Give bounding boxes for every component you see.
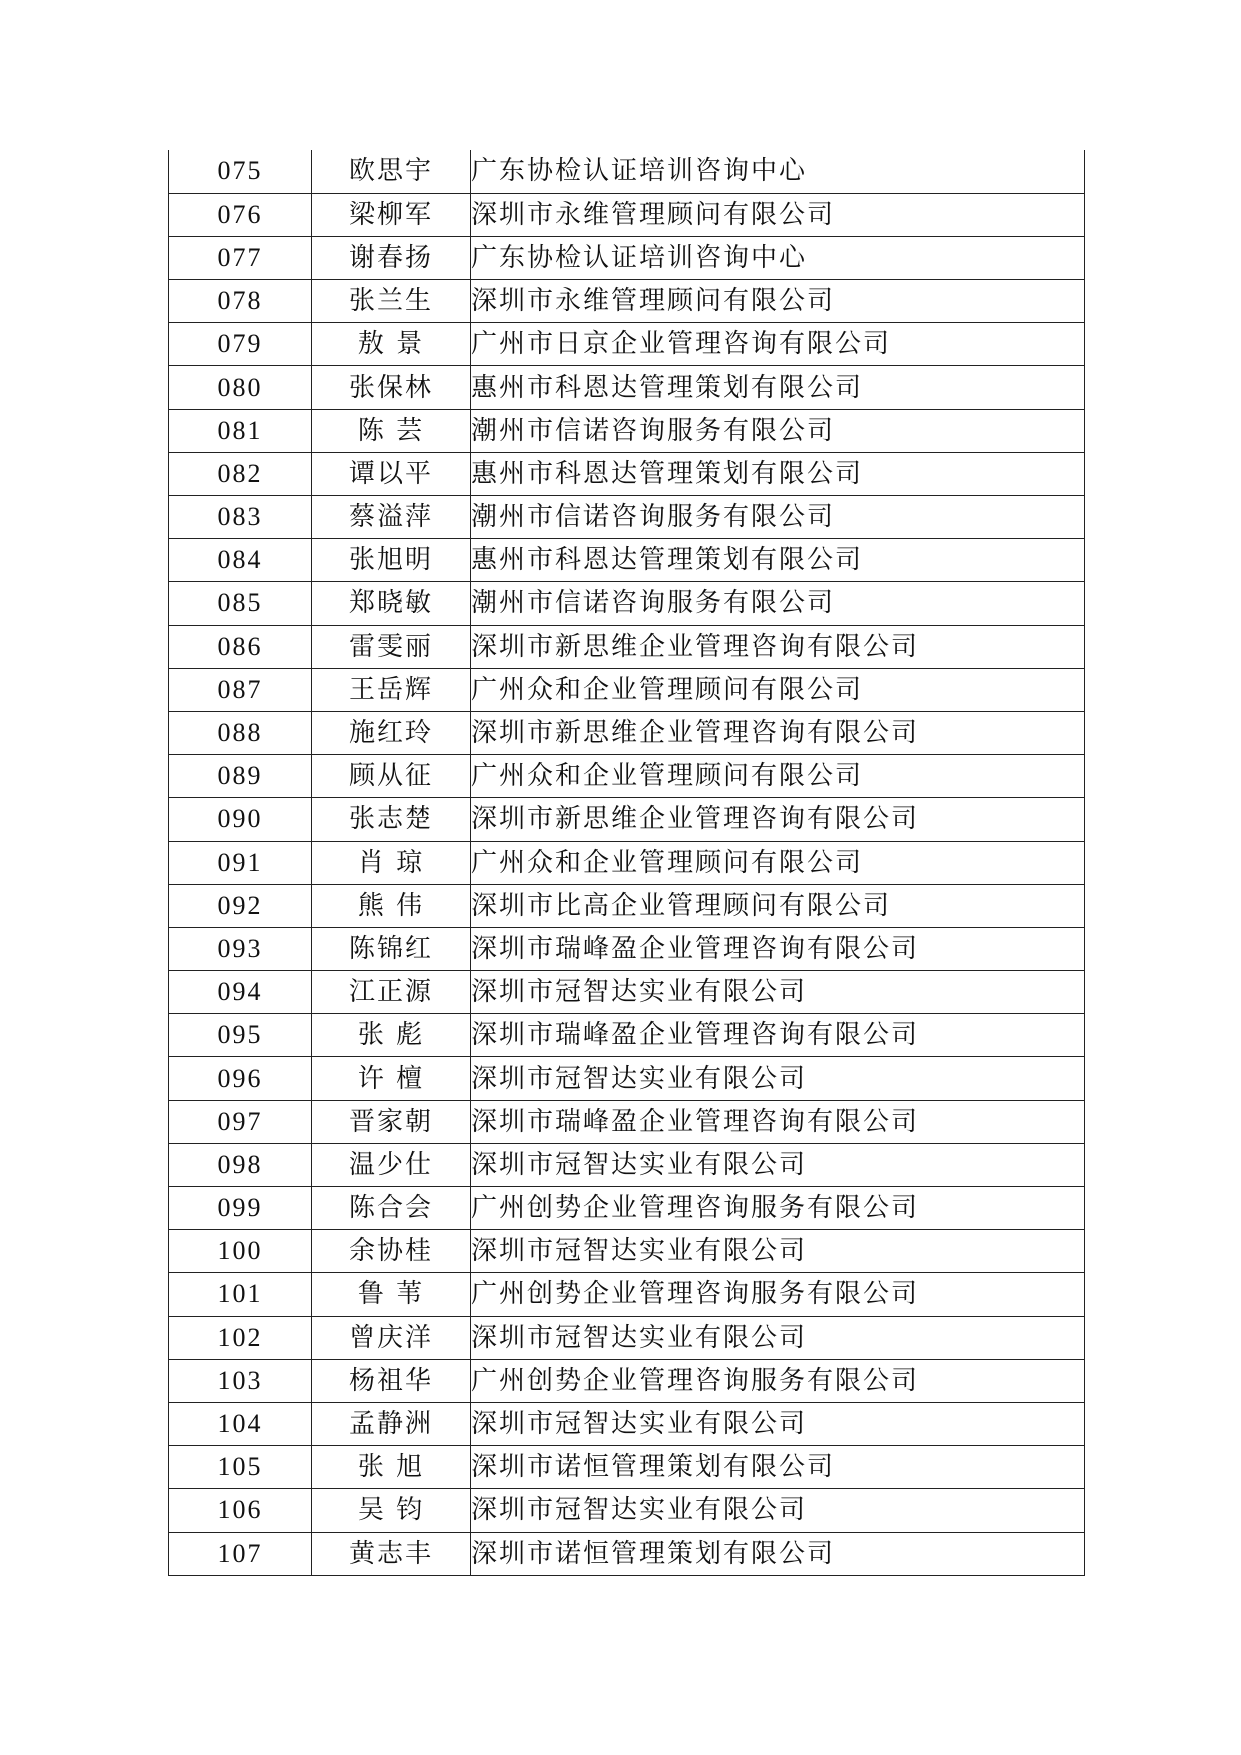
- serial-number-cell: 085: [169, 582, 312, 625]
- organization-cell: 广东协检认证培训咨询中心: [471, 236, 1085, 279]
- serial-number-cell: 097: [169, 1100, 312, 1143]
- serial-number-cell: 106: [169, 1489, 312, 1532]
- table-row: [169, 625, 1085, 668]
- person-name-cell: 顾从征: [312, 755, 471, 798]
- table-row: [169, 1057, 1085, 1100]
- organization-cell: 深圳市比高企业管理顾问有限公司: [471, 884, 1085, 927]
- person-name-cell: 王岳辉: [312, 668, 471, 711]
- serial-number-cell: 081: [169, 409, 312, 452]
- table-row: [169, 798, 1085, 841]
- person-name-cell: 敖 景: [312, 323, 471, 366]
- table-row: [169, 582, 1085, 625]
- table-row: [169, 711, 1085, 754]
- serial-number-cell: 083: [169, 496, 312, 539]
- organization-cell: 深圳市诺恒管理策划有限公司: [471, 1446, 1085, 1489]
- table-row: [169, 1359, 1085, 1402]
- organization-cell: 深圳市新思维企业管理咨询有限公司: [471, 798, 1085, 841]
- organization-cell: 广州创势企业管理咨询服务有限公司: [471, 1187, 1085, 1230]
- person-name-cell: 张旭明: [312, 539, 471, 582]
- serial-number-cell: 093: [169, 927, 312, 970]
- organization-cell: 深圳市瑞峰盈企业管理咨询有限公司: [471, 927, 1085, 970]
- person-name-cell: 温少仕: [312, 1143, 471, 1186]
- serial-number-cell: 107: [169, 1532, 312, 1575]
- table-row: [169, 366, 1085, 409]
- person-name-cell: 杨祖华: [312, 1359, 471, 1402]
- roster-table: [168, 150, 1085, 1576]
- roster-table-body: [169, 150, 1085, 1575]
- organization-cell: 深圳市新思维企业管理咨询有限公司: [471, 625, 1085, 668]
- organization-cell: 深圳市诺恒管理策划有限公司: [471, 1532, 1085, 1575]
- serial-number-cell: 078: [169, 280, 312, 323]
- table-row: [169, 150, 1085, 193]
- organization-cell: 广州创势企业管理咨询服务有限公司: [471, 1273, 1085, 1316]
- table-row: [169, 1532, 1085, 1575]
- serial-number-cell: 096: [169, 1057, 312, 1100]
- table-row: [169, 323, 1085, 366]
- serial-number-cell: 086: [169, 625, 312, 668]
- organization-cell: 深圳市永维管理顾问有限公司: [471, 193, 1085, 236]
- serial-number-cell: 098: [169, 1143, 312, 1186]
- person-name-cell: 余协桂: [312, 1230, 471, 1273]
- organization-cell: 深圳市冠智达实业有限公司: [471, 1402, 1085, 1445]
- serial-number-cell: 076: [169, 193, 312, 236]
- table-row: [169, 668, 1085, 711]
- organization-cell: 广东协检认证培训咨询中心: [471, 150, 1085, 193]
- table-row: [169, 452, 1085, 495]
- person-name-cell: 肖 琼: [312, 841, 471, 884]
- table-row: [169, 236, 1085, 279]
- organization-cell: 广州众和企业管理顾问有限公司: [471, 755, 1085, 798]
- table-row: [169, 1402, 1085, 1445]
- table-row: [169, 1230, 1085, 1273]
- table-row: [169, 1100, 1085, 1143]
- table-row: [169, 971, 1085, 1014]
- serial-number-cell: 089: [169, 755, 312, 798]
- serial-number-cell: 104: [169, 1402, 312, 1445]
- organization-cell: 深圳市瑞峰盈企业管理咨询有限公司: [471, 1100, 1085, 1143]
- serial-number-cell: 077: [169, 236, 312, 279]
- person-name-cell: 张志楚: [312, 798, 471, 841]
- person-name-cell: 黄志丰: [312, 1532, 471, 1575]
- organization-cell: 深圳市瑞峰盈企业管理咨询有限公司: [471, 1014, 1085, 1057]
- person-name-cell: 江正源: [312, 971, 471, 1014]
- serial-number-cell: 087: [169, 668, 312, 711]
- organization-cell: 惠州市科恩达管理策划有限公司: [471, 539, 1085, 582]
- person-name-cell: 施红玲: [312, 711, 471, 754]
- serial-number-cell: 088: [169, 711, 312, 754]
- serial-number-cell: 100: [169, 1230, 312, 1273]
- table-row: [169, 884, 1085, 927]
- serial-number-cell: 099: [169, 1187, 312, 1230]
- serial-number-cell: 075: [169, 150, 312, 193]
- table-row: [169, 841, 1085, 884]
- person-name-cell: 鲁 苇: [312, 1273, 471, 1316]
- serial-number-cell: 091: [169, 841, 312, 884]
- organization-cell: 潮州市信诺咨询服务有限公司: [471, 409, 1085, 452]
- person-name-cell: 雷雯丽: [312, 625, 471, 668]
- table-row: [169, 1187, 1085, 1230]
- table-row: [169, 193, 1085, 236]
- person-name-cell: 陈合会: [312, 1187, 471, 1230]
- serial-number-cell: 102: [169, 1316, 312, 1359]
- organization-cell: 深圳市永维管理顾问有限公司: [471, 280, 1085, 323]
- organization-cell: 广州创势企业管理咨询服务有限公司: [471, 1359, 1085, 1402]
- serial-number-cell: 103: [169, 1359, 312, 1402]
- person-name-cell: 孟静洲: [312, 1402, 471, 1445]
- person-name-cell: 张 旭: [312, 1446, 471, 1489]
- person-name-cell: 许 檀: [312, 1057, 471, 1100]
- organization-cell: 广州众和企业管理顾问有限公司: [471, 841, 1085, 884]
- serial-number-cell: 101: [169, 1273, 312, 1316]
- person-name-cell: 陈 芸: [312, 409, 471, 452]
- person-name-cell: 张 彪: [312, 1014, 471, 1057]
- table-row: [169, 539, 1085, 582]
- serial-number-cell: 079: [169, 323, 312, 366]
- organization-cell: 广州众和企业管理顾问有限公司: [471, 668, 1085, 711]
- serial-number-cell: 090: [169, 798, 312, 841]
- table-row: [169, 1014, 1085, 1057]
- person-name-cell: 谢春扬: [312, 236, 471, 279]
- person-name-cell: 张兰生: [312, 280, 471, 323]
- table-row: [169, 755, 1085, 798]
- serial-number-cell: 084: [169, 539, 312, 582]
- person-name-cell: 郑晓敏: [312, 582, 471, 625]
- serial-number-cell: 082: [169, 452, 312, 495]
- organization-cell: 广州市日京企业管理咨询有限公司: [471, 323, 1085, 366]
- organization-cell: 深圳市新思维企业管理咨询有限公司: [471, 711, 1085, 754]
- table-row: [169, 1316, 1085, 1359]
- table-row: [169, 496, 1085, 539]
- table-row: [169, 1446, 1085, 1489]
- table-row: [169, 1489, 1085, 1532]
- organization-cell: 惠州市科恩达管理策划有限公司: [471, 366, 1085, 409]
- person-name-cell: 晋家朝: [312, 1100, 471, 1143]
- organization-cell: 深圳市冠智达实业有限公司: [471, 1143, 1085, 1186]
- table-row: [169, 409, 1085, 452]
- organization-cell: 深圳市冠智达实业有限公司: [471, 1057, 1085, 1100]
- person-name-cell: 蔡溢萍: [312, 496, 471, 539]
- organization-cell: 惠州市科恩达管理策划有限公司: [471, 452, 1085, 495]
- person-name-cell: 曾庆洋: [312, 1316, 471, 1359]
- organization-cell: 深圳市冠智达实业有限公司: [471, 1316, 1085, 1359]
- table-row: [169, 927, 1085, 970]
- organization-cell: 深圳市冠智达实业有限公司: [471, 1230, 1085, 1273]
- serial-number-cell: 080: [169, 366, 312, 409]
- organization-cell: 深圳市冠智达实业有限公司: [471, 1489, 1085, 1532]
- person-name-cell: 熊 伟: [312, 884, 471, 927]
- person-name-cell: 谭以平: [312, 452, 471, 495]
- person-name-cell: 梁柳军: [312, 193, 471, 236]
- person-name-cell: 欧思宇: [312, 150, 471, 193]
- organization-cell: 深圳市冠智达实业有限公司: [471, 971, 1085, 1014]
- table-row: [169, 280, 1085, 323]
- serial-number-cell: 094: [169, 971, 312, 1014]
- organization-cell: 潮州市信诺咨询服务有限公司: [471, 496, 1085, 539]
- person-name-cell: 吴 钧: [312, 1489, 471, 1532]
- person-name-cell: 陈锦红: [312, 927, 471, 970]
- serial-number-cell: 105: [169, 1446, 312, 1489]
- serial-number-cell: 095: [169, 1014, 312, 1057]
- organization-cell: 潮州市信诺咨询服务有限公司: [471, 582, 1085, 625]
- person-name-cell: 张保林: [312, 366, 471, 409]
- table-row: [169, 1143, 1085, 1186]
- serial-number-cell: 092: [169, 884, 312, 927]
- table-row: [169, 1273, 1085, 1316]
